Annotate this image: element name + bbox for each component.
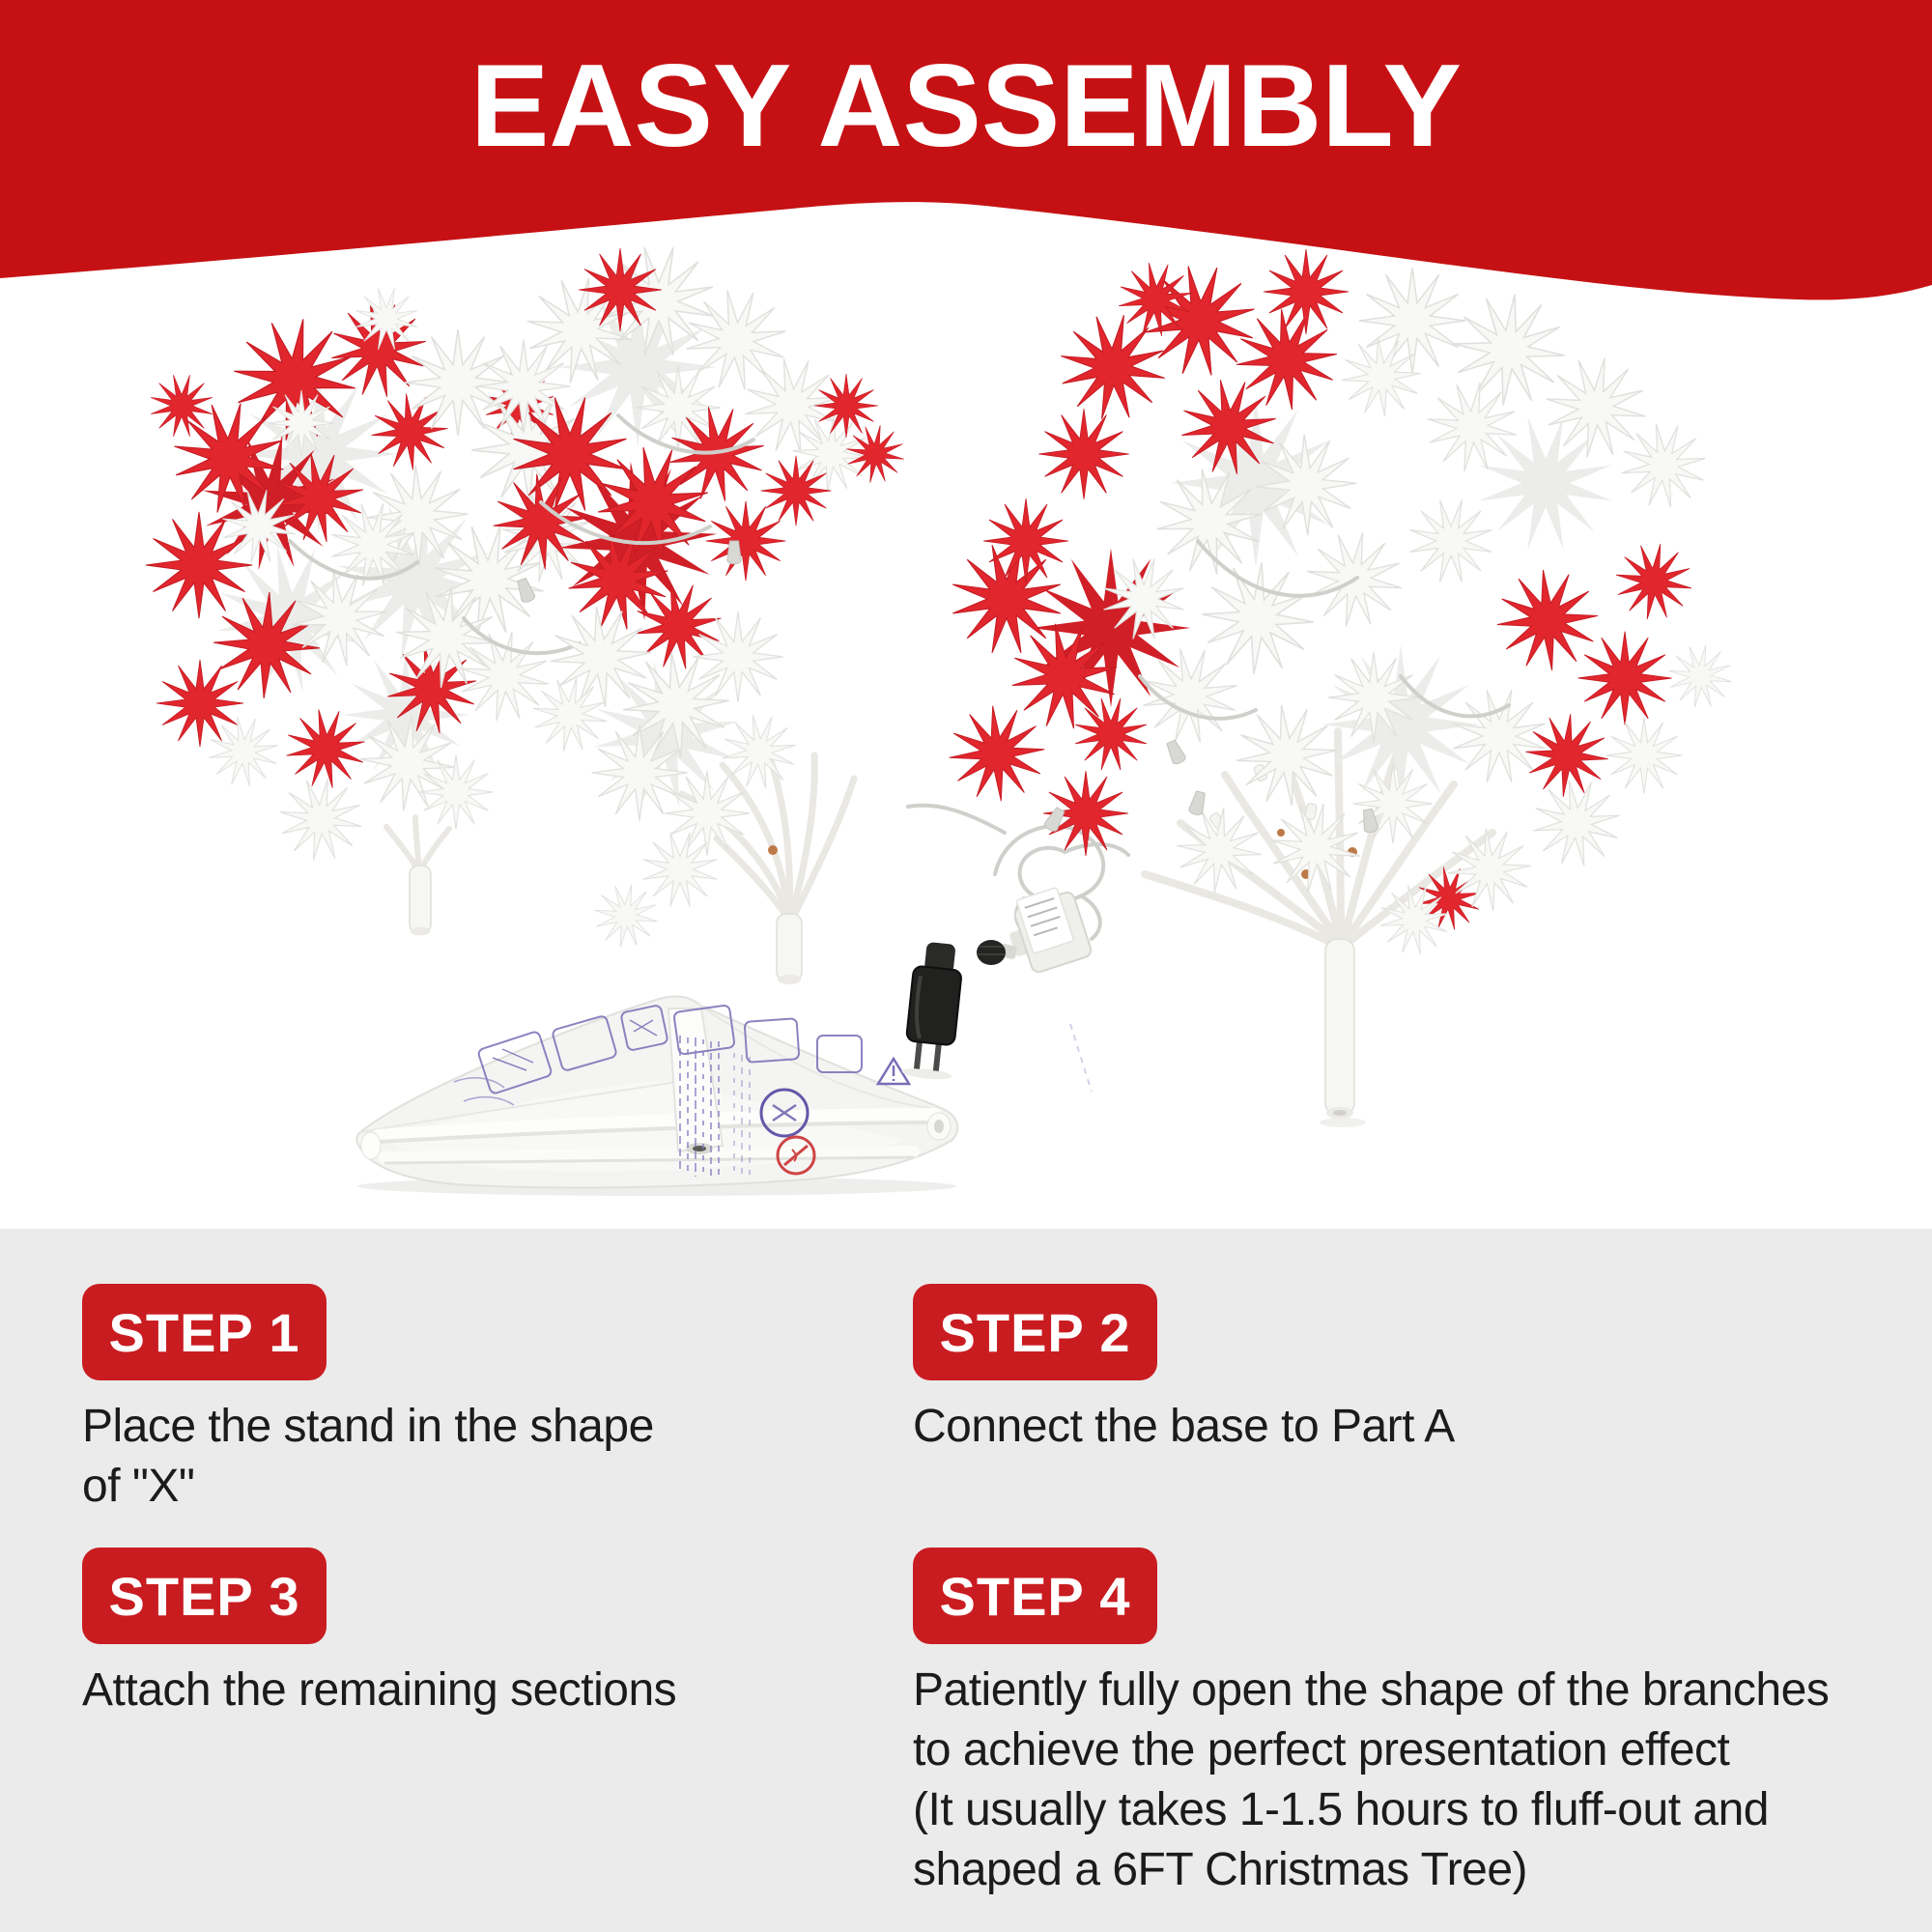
step-description-line: shaped a 6FT Christmas Tree) — [913, 1844, 1528, 1895]
step-2-badge — [913, 1284, 1157, 1380]
step-2-description — [913, 1397, 1455, 1457]
step-description-line: to achieve the perfect presentation effect — [913, 1724, 1730, 1776]
tree-section-middle — [460, 222, 913, 956]
step-3-badge-label: STEP 3 — [108, 1565, 300, 1627]
wrapped-x-stand — [356, 996, 1092, 1196]
step-1-description — [82, 1397, 654, 1517]
step-2-badge-label: STEP 2 — [939, 1301, 1131, 1363]
step-description-line: of "X" — [82, 1461, 195, 1512]
step-description-line: Connect the base to Part A — [913, 1401, 1455, 1452]
step-1-badge — [82, 1284, 327, 1380]
step-3-badge — [82, 1548, 327, 1644]
step-4-description — [913, 1661, 1829, 1900]
step-description-line: Place the stand in the shape — [82, 1401, 654, 1452]
step-3-description — [82, 1661, 676, 1720]
power-plug — [901, 941, 965, 1082]
tree-section-right — [938, 234, 1745, 965]
adapter-knob — [977, 940, 1006, 965]
step-4-badge — [913, 1548, 1157, 1644]
step-1-badge-label: STEP 1 — [108, 1301, 300, 1363]
step-description-line: Attach the remaining sections — [82, 1664, 677, 1716]
step-description-line: Patiently fully open the shape of the branches — [913, 1664, 1830, 1716]
banner-title: EASY ASSEMBLY — [469, 40, 1463, 171]
step-4-badge-label: STEP 4 — [939, 1565, 1131, 1627]
step-description-line: (It usually takes 1-1.5 hours to fluff-out and — [913, 1784, 1769, 1835]
